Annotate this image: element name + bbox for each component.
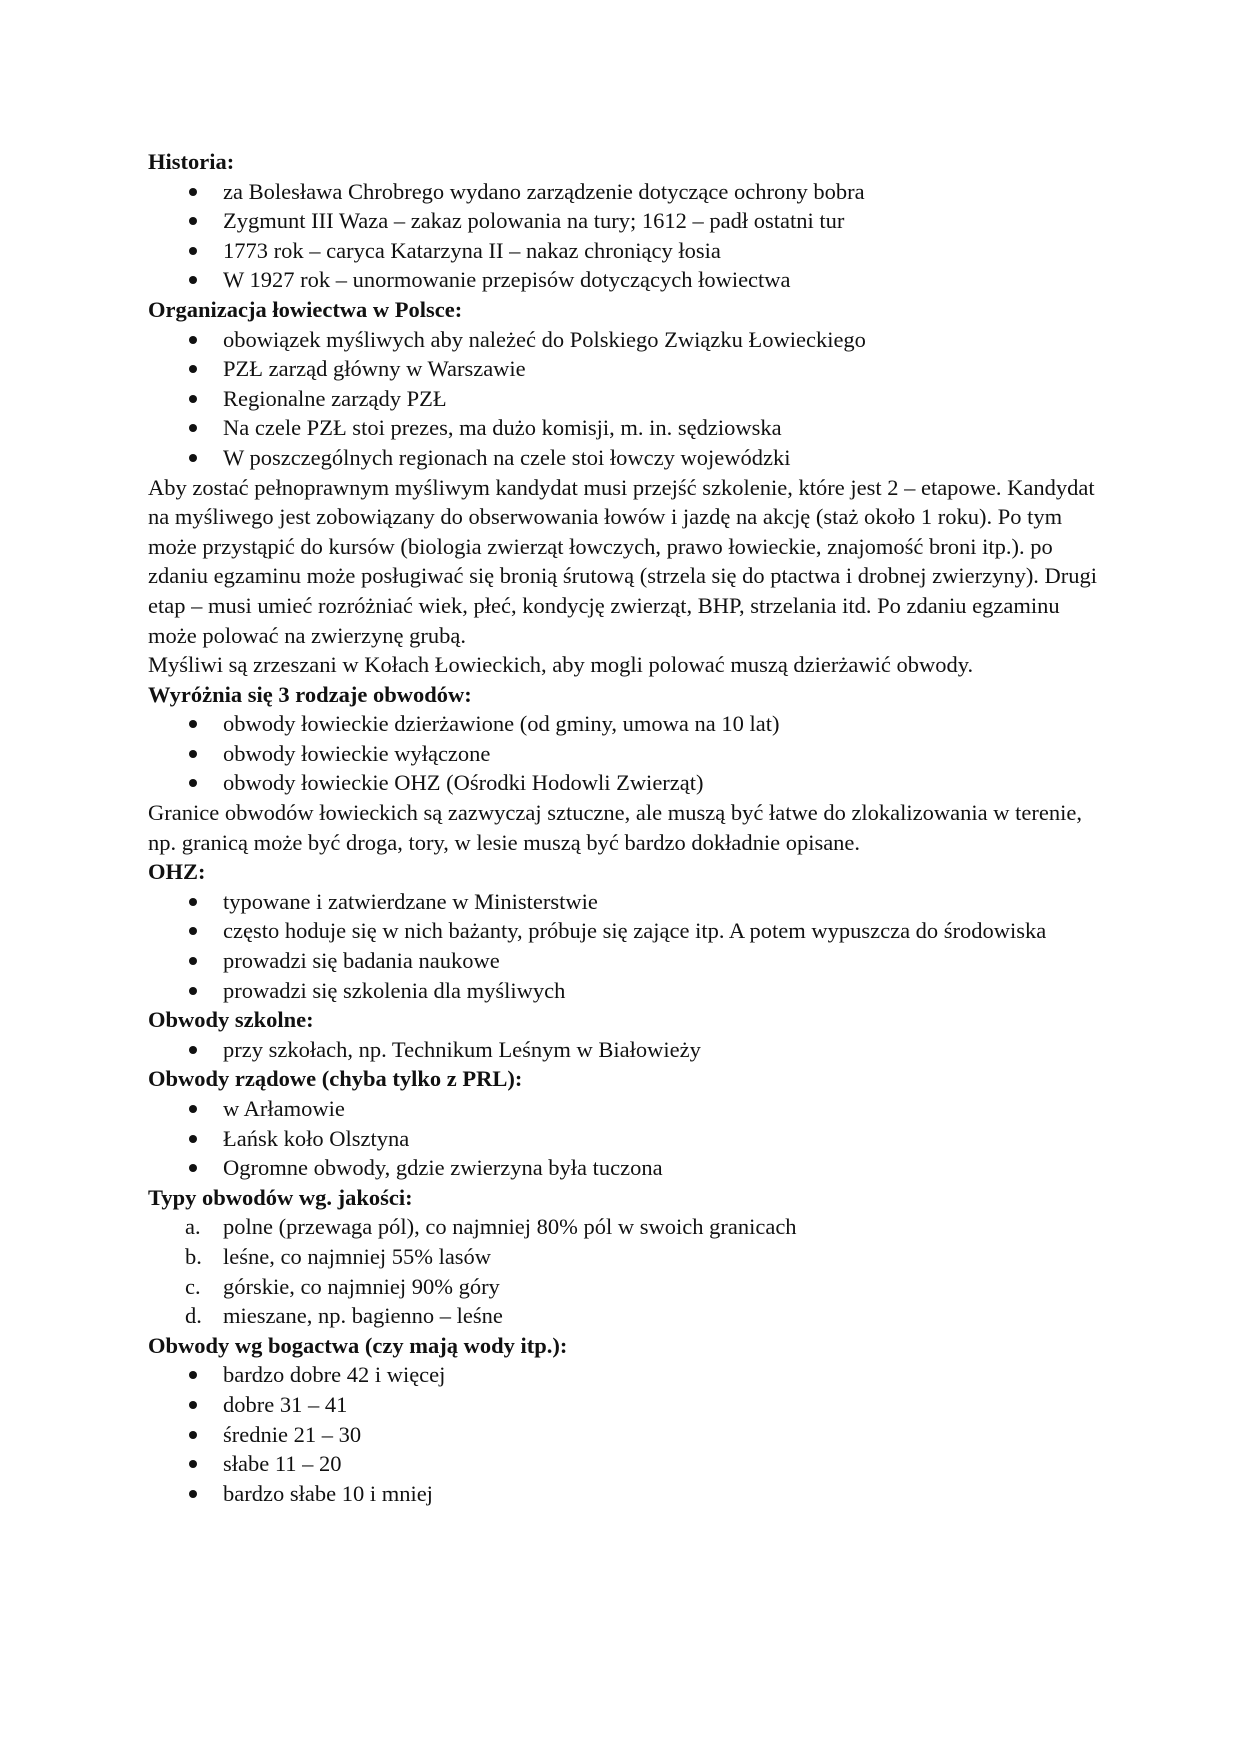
- list-item: średnie 21 – 30: [148, 1420, 1098, 1450]
- list-item: W poszczególnych regionach na czele stoi łowczy wojewódzki: [148, 443, 1098, 473]
- list-item: Regionalne zarządy PZŁ: [148, 384, 1098, 414]
- list-item: obwody łowieckie wyłączone: [148, 739, 1098, 769]
- list-item: PZŁ zarząd główny w Warszawie: [148, 354, 1098, 384]
- bullet-list-historia: [148, 177, 1098, 295]
- list-item: bardzo słabe 10 i mniej: [148, 1479, 1098, 1509]
- document-page: [148, 147, 1098, 1508]
- list-item: W 1927 rok – unormowanie przepisów dotyczących łowiectwa: [148, 265, 1098, 295]
- list-item: d. mieszane, np. bagienno – leśne: [148, 1301, 1098, 1331]
- section-heading-obwody-szkolne: Obwody szkolne:: [148, 1007, 314, 1033]
- bullet-icon: [189, 957, 197, 965]
- bullet-icon: [189, 720, 197, 728]
- bullet-icon: [189, 1135, 197, 1143]
- bullet-icon: [189, 987, 197, 995]
- bullet-icon: [189, 188, 197, 196]
- list-item: obwody łowieckie dzierżawione (od gminy, umowa na 10 lat): [148, 709, 1098, 739]
- bullet-icon: [189, 336, 197, 344]
- list-item: w Arłamowie: [148, 1094, 1098, 1124]
- bullet-icon: [189, 1371, 197, 1379]
- section-heading-organizacja: Organizacja łowiectwa w Polsce:: [148, 296, 463, 322]
- bullet-icon: [189, 1431, 197, 1439]
- bullet-icon: [189, 276, 197, 284]
- list-item: bardzo dobre 42 i więcej: [148, 1360, 1098, 1390]
- lettered-list-typy-jakosci: [148, 1212, 1098, 1330]
- list-item: przy szkołach, np. Technikum Leśnym w Białowieży: [148, 1035, 1098, 1065]
- section-heading-typy-jakosci: Typy obwodów wg. jakości:: [148, 1184, 413, 1210]
- list-item: obowiązek myśliwych aby należeć do Polskiego Związku Łowieckiego: [148, 325, 1098, 355]
- bullet-icon: [189, 1401, 197, 1409]
- bullet-icon: [189, 424, 197, 432]
- bullet-icon: [189, 1046, 197, 1054]
- list-item: prowadzi się szkolenia dla myśliwych: [148, 976, 1098, 1006]
- bullet-icon: [189, 217, 197, 225]
- list-item: często hoduje się w nich bażanty, próbuje się zające itp. A potem wypuszcza do środowiska: [148, 916, 1098, 946]
- section-heading-ohz: OHZ:: [148, 859, 206, 885]
- paragraph-granice-obwodow: Granice obwodów łowieckich są zazwyczaj sztuczne, ale muszą być łatwe do zlokalizowania w terenie, np. granicą może być droga, tory, w lesie muszą być bardzo dokładnie opisane.: [148, 800, 1082, 855]
- section-heading-historia: Historia:: [148, 149, 235, 174]
- list-item: typowane i zatwierdzane w Ministerstwie: [148, 887, 1098, 917]
- list-marker: c.: [185, 1273, 201, 1299]
- bullet-icon: [189, 247, 197, 255]
- bullet-list-obwody-rzadowe: [148, 1094, 1098, 1183]
- list-item: za Bolesława Chrobrego wydano zarządzenie dotyczące ochrony bobra: [148, 177, 1098, 207]
- paragraph-szkolenie: Aby zostać pełnoprawnym myśliwym kandydat musi przejść szkolenie, które jest 2 – etapowe. Kandydat na myśliwego jest zobowiązany do obserwowania łowów i jazdę na akcję (staż około 1 roku). Po tym może przystąpić do kursów (biologia zwierząt łowczych, prawo łowieckie, znajomość broni itp.). po zdaniu egzaminu może posługiwać się bronią śrutową (strzela się do ptactwa i drobnej zwierzyny). Drugi etap – musi umieć rozróżniać wiek, płeć, kondycję zwierząt, BHP, strzelania itd. Po zdaniu egzaminu może polować na zwierzynę grubą.: [148, 474, 1098, 648]
- list-item: prowadzi się badania naukowe: [148, 946, 1098, 976]
- bullet-icon: [189, 395, 197, 403]
- list-item: Na czele PZŁ stoi prezes, ma dużo komisji, m. in. sędziowska: [148, 413, 1098, 443]
- list-item: b. leśne, co najmniej 55% lasów: [148, 1242, 1098, 1272]
- bullet-list-organizacja: [148, 325, 1098, 473]
- list-item: Ogromne obwody, gdzie zwierzyna była tuczona: [148, 1153, 1098, 1183]
- bullet-list-ohz: [148, 887, 1098, 1005]
- list-item: dobre 31 – 41: [148, 1390, 1098, 1420]
- bullet-icon: [189, 1105, 197, 1113]
- bullet-icon: [189, 1164, 197, 1172]
- list-item: Zygmunt III Waza – zakaz polowania na tury; 1612 – padł ostatni tur: [148, 206, 1098, 236]
- list-item: słabe 11 – 20: [148, 1449, 1098, 1479]
- bullet-list-rodzaje-obwodow: [148, 709, 1098, 798]
- bullet-list-obwody-szkolne: [148, 1035, 1098, 1065]
- section-heading-obwody-rzadowe: Obwody rządowe (chyba tylko z PRL):: [148, 1066, 523, 1092]
- list-item: obwody łowieckie OHZ (Ośrodki Hodowli Zwierząt): [148, 768, 1098, 798]
- list-marker: d.: [185, 1303, 202, 1329]
- bullet-icon: [189, 1490, 197, 1498]
- bullet-icon: [189, 1460, 197, 1468]
- list-item: 1773 rok – caryca Katarzyna II – nakaz chroniący łosia: [148, 236, 1098, 266]
- section-heading-rodzaje-obwodow: Wyróżnia się 3 rodzaje obwodów:: [148, 681, 472, 707]
- paragraph-kola-lowieckie: Myśliwi są zrzeszani w Kołach Łowieckich, aby mogli polować muszą dzierżawić obwody.: [148, 652, 974, 678]
- section-heading-bogactwo: Obwody wg bogactwa (czy mają wody itp.):: [148, 1332, 568, 1358]
- bullet-icon: [189, 779, 197, 787]
- list-item: c. górskie, co najmniej 90% góry: [148, 1272, 1098, 1302]
- bullet-icon: [189, 927, 197, 935]
- bullet-list-bogactwo: [148, 1360, 1098, 1508]
- bullet-icon: [189, 454, 197, 462]
- list-item: Łańsk koło Olsztyna: [148, 1124, 1098, 1154]
- list-marker: a.: [185, 1214, 201, 1240]
- list-item: a. polne (przewaga pól), co najmniej 80% pól w swoich granicach: [148, 1212, 1098, 1242]
- list-marker: b.: [185, 1243, 202, 1269]
- bullet-icon: [189, 750, 197, 758]
- bullet-icon: [189, 898, 197, 906]
- bullet-icon: [189, 365, 197, 373]
